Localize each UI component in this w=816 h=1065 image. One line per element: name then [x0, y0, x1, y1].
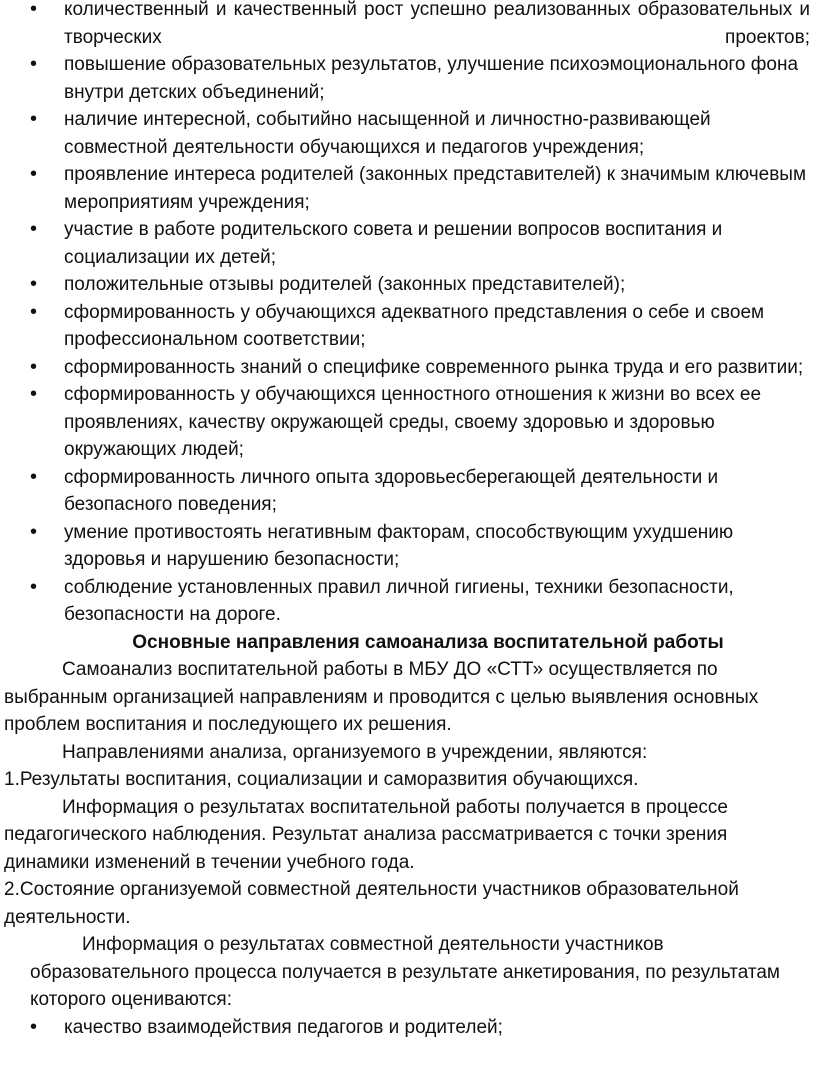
- list-item: • наличие интересной, событийно насыщенной и личностно-развивающей совместной деятельности обучающихся и педагогов учреждения;: [0, 106, 816, 161]
- list-item: • участие в работе родительского совета и решении вопросов воспитания и социализации их детей;: [0, 216, 816, 271]
- list-item: • положительные отзывы родителей (законных представителей);: [0, 271, 816, 299]
- list-item: • сформированность у обучающихся ценностного отношения к жизни во всех ее проявлениях, качеству окружающей среды, своему здоровью и здоровью окружающих людей;: [0, 381, 816, 464]
- numbered-item-1: 1.Результаты воспитания, социализации и саморазвития обучающихся.: [4, 769, 639, 790]
- list-item: • умение противостоять негативным факторам, способствующим ухудшению здоровья и нарушению безопасности;: [0, 519, 816, 574]
- list-item: • повышение образовательных результатов, улучшение психоэмоционального фона внутри детских объединений;: [0, 51, 816, 106]
- list-item: • соблюдение установленных правил личной гигиены, техники безопасности, безопасности на дороге.: [0, 574, 816, 629]
- list-item: • качество взаимодействия педагогов и родителей;: [0, 1014, 816, 1042]
- paragraph-info-joint: Информация о результатах совместной деятельности участников образовательного процесса получается в результате анкетирования, по результатам которого оцениваются:: [30, 934, 780, 1010]
- paragraph-info-results: Информация о результатах воспитательной работы получается в процессе педагогического наблюдения. Результат анализа рассматривается с точки зрения динамики изменений в течении учебного года.: [4, 796, 728, 873]
- evaluation-bullet-list: [0, 1014, 816, 1042]
- list-item: • сформированность у обучающихся адекватного представления о себе и своем профессиональном соответствии;: [0, 299, 816, 354]
- paragraph-intro: Самоанализ воспитательной работы в МБУ ДО «СТТ» осуществляется по выбранным организацией направлениям и проводится с целью выявления основных проблем воспитания и последующего их решения.: [4, 659, 759, 735]
- list-item: • количественный и качественный рост успешно реализованных образовательных и творческих проектов;: [0, 0, 816, 51]
- paragraph-directions: Направлениями анализа, организуемого в учреждении, являются:: [62, 741, 648, 763]
- numbered-item-2: 2.Состояние организуемой совместной деятельности участников образовательной деятельности.: [4, 879, 739, 928]
- list-item: • проявление интереса родителей (законных представителей) к значимым ключевым мероприятиям учреждения;: [0, 161, 816, 216]
- section-heading: Основные направления самоанализа воспитательной работы: [132, 631, 724, 653]
- list-item: • сформированность знаний о специфике современного рынка труда и его развитии;: [0, 354, 816, 382]
- list-item: • сформированность личного опыта здоровьесберегающей деятельности и безопасного поведения;: [0, 464, 816, 519]
